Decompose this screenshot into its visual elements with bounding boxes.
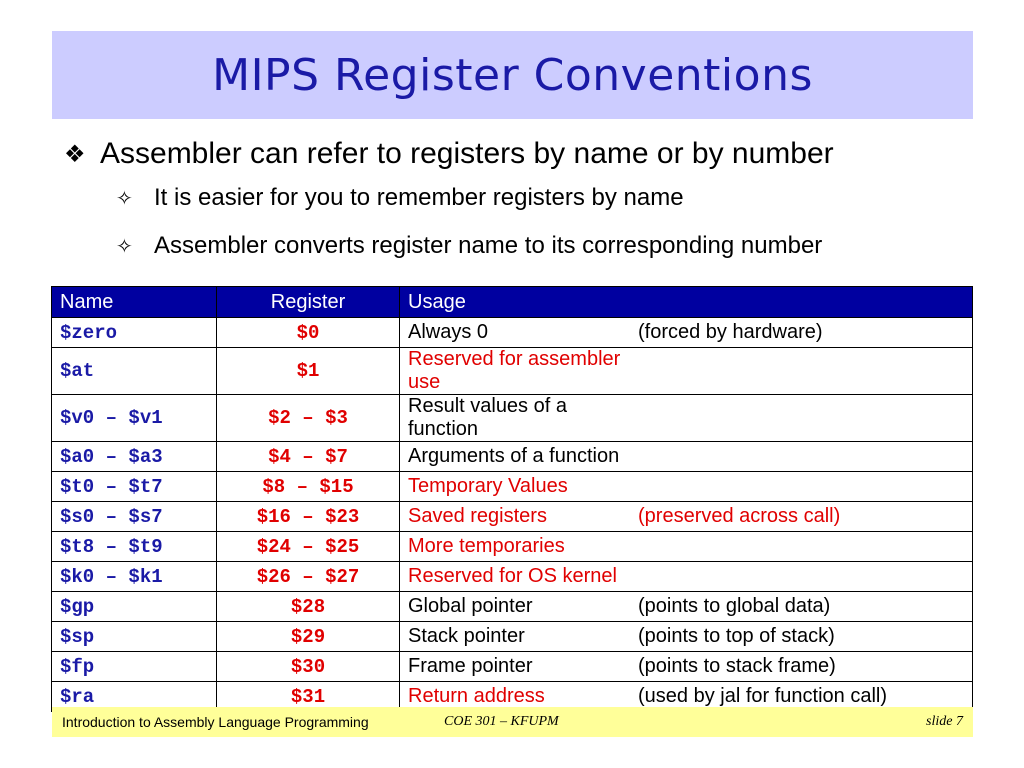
usage-text: Global pointer	[408, 595, 533, 617]
register-number-cell: $30	[217, 652, 400, 682]
usage-cell	[400, 652, 973, 682]
usage-cell	[400, 502, 973, 532]
register-number-cell: $2 – $3	[217, 395, 400, 442]
usage-cell	[400, 318, 973, 348]
table-row	[52, 442, 973, 472]
star-bullet-icon: ✧	[116, 235, 133, 258]
register-number-cell: $1	[217, 348, 400, 395]
register-name-cell: $a0 – $a3	[52, 442, 217, 472]
footer-course: Introduction to Assembly Language Programming	[62, 714, 369, 730]
table-row	[52, 592, 973, 622]
usage-text: Reserved for assembler use	[408, 348, 621, 393]
usage-text: Temporary Values	[408, 475, 568, 497]
usage-cell	[400, 532, 973, 562]
sub-bullet	[116, 222, 994, 270]
usage-note: (used by jal for function call)	[638, 685, 888, 707]
header-register: Register	[217, 287, 400, 318]
register-number-cell: $4 – $7	[217, 442, 400, 472]
sub-bullet	[116, 174, 994, 222]
register-number-cell: $16 – $23	[217, 502, 400, 532]
bullet-list	[64, 134, 994, 270]
register-name-cell: $at	[52, 348, 217, 395]
table-row	[52, 318, 973, 348]
usage-note: (forced by hardware)	[638, 321, 823, 343]
table-row	[52, 652, 973, 682]
register-table	[51, 286, 973, 712]
sub-bullet-text: It is easier for you to remember registers by name	[154, 184, 684, 211]
usage-text: Saved registers	[408, 505, 547, 527]
register-name-cell: $t8 – $t9	[52, 532, 217, 562]
register-number-cell: $0	[217, 318, 400, 348]
register-name-cell: $v0 – $v1	[52, 395, 217, 442]
register-name-cell: $t0 – $t7	[52, 472, 217, 502]
usage-note: (points to stack frame)	[638, 655, 836, 677]
register-name-cell: $s0 – $s7	[52, 502, 217, 532]
usage-text: Always 0	[408, 321, 489, 343]
table-row	[52, 562, 973, 592]
table-header-row	[52, 287, 973, 318]
usage-text: Reserved for OS kernel	[408, 565, 617, 587]
register-number-cell: $29	[217, 622, 400, 652]
usage-cell	[400, 562, 973, 592]
title-bar	[52, 31, 973, 119]
usage-cell	[400, 622, 973, 652]
usage-text: Result values of a function	[408, 395, 567, 440]
usage-text: Return address	[408, 685, 545, 707]
register-name-cell: $fp	[52, 652, 217, 682]
register-number-cell: $31	[217, 682, 400, 712]
register-name-cell: $ra	[52, 682, 217, 712]
register-number-cell: $24 – $25	[217, 532, 400, 562]
main-bullet	[64, 134, 994, 174]
usage-cell	[400, 348, 973, 395]
table-row	[52, 348, 973, 395]
usage-text: Arguments of a function	[408, 445, 620, 467]
register-name-cell: $gp	[52, 592, 217, 622]
register-number-cell: $8 – $15	[217, 472, 400, 502]
register-name-cell: $k0 – $k1	[52, 562, 217, 592]
table-row	[52, 622, 973, 652]
header-usage: Usage	[400, 287, 973, 318]
table-row	[52, 472, 973, 502]
diamond-bullet-icon: ❖	[64, 140, 86, 168]
table-row	[52, 532, 973, 562]
star-bullet-icon: ✧	[116, 187, 133, 210]
table-row	[52, 395, 973, 442]
register-number-cell: $26 – $27	[217, 562, 400, 592]
register-name-cell: $sp	[52, 622, 217, 652]
table-row	[52, 502, 973, 532]
usage-text: Stack pointer	[408, 625, 525, 647]
register-name-cell: $zero	[52, 318, 217, 348]
usage-note: (points to top of stack)	[638, 625, 835, 647]
usage-text: More temporaries	[408, 535, 565, 557]
usage-cell	[400, 395, 973, 442]
sub-bullet-text: Assembler converts register name to its corresponding number	[154, 232, 823, 259]
usage-text: Frame pointer	[408, 655, 533, 677]
slide-title: MIPS Register Conventions	[212, 49, 813, 101]
main-bullet-text: Assembler can refer to registers by name or by number	[100, 137, 834, 170]
header-name: Name	[52, 287, 217, 318]
usage-note: (points to global data)	[638, 595, 831, 617]
usage-cell	[400, 592, 973, 622]
footer-org: COE 301 – KFUPM	[444, 714, 559, 729]
footer-slide-number: slide 7	[926, 714, 963, 729]
usage-note: (preserved across call)	[638, 505, 841, 527]
usage-cell	[400, 442, 973, 472]
usage-cell	[400, 472, 973, 502]
footer	[52, 707, 973, 737]
register-number-cell: $28	[217, 592, 400, 622]
